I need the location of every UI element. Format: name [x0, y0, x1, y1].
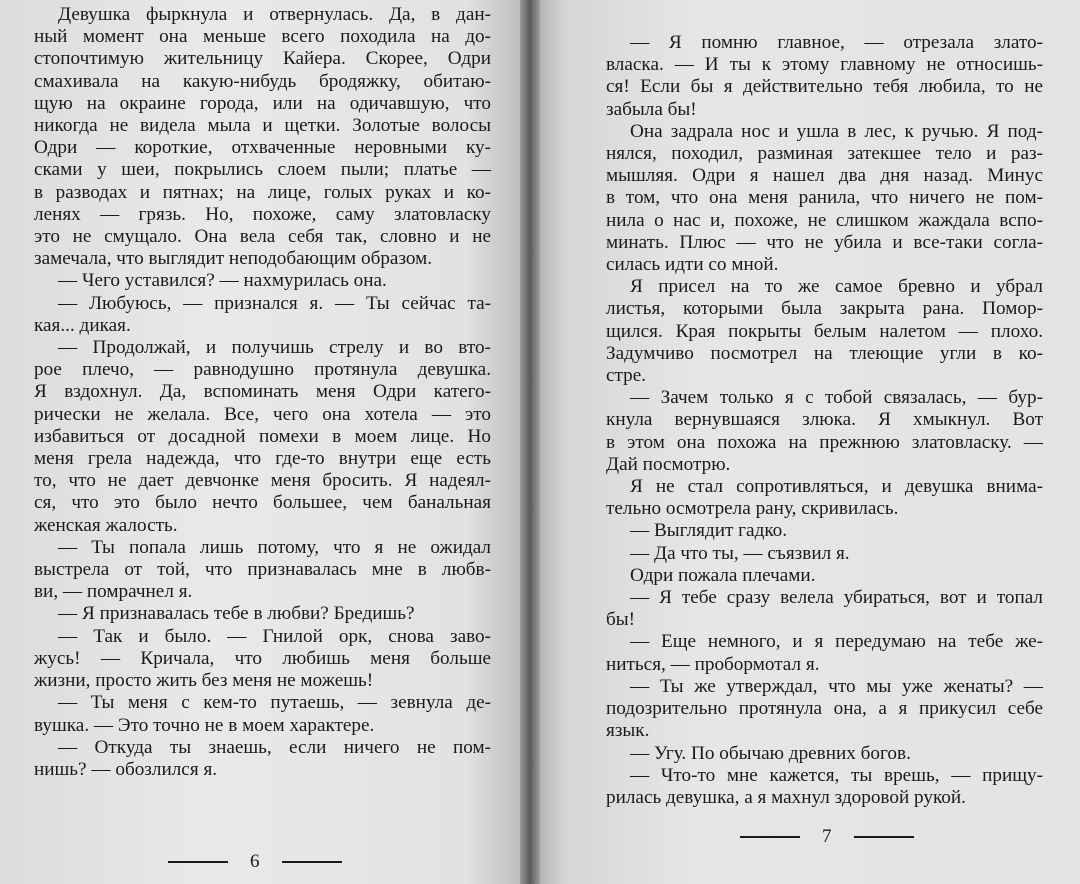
text-line: женская жалость.	[34, 514, 178, 536]
text-line: ся! Если бы я действительно тебя любила, то не	[606, 76, 1043, 98]
text-line: никогда не видела мыла и щетки. Золотые волосы	[34, 115, 491, 137]
text-line: рилась девушка, а я махнул здоровой рукой.	[606, 786, 966, 808]
text-line: нялся, походил, разминая затекшее тело и раз-	[606, 143, 1043, 165]
text-line: жизни, просто жить без меня не можешь!	[34, 670, 374, 692]
text-line: Я вздохнул. Да, вспоминать меня Одри катего-	[34, 381, 491, 403]
text-line: — Я помню главное, — отрезала злато-	[630, 32, 1043, 53]
text-line: выстрела от той, что признавалась мне в любв-	[34, 559, 491, 581]
text-line: листья, которыми была закрыта рана. Помор-	[606, 298, 1043, 320]
text-line: — Так и было. — Гнилой орк, снова заво-	[58, 625, 491, 647]
text-line: силась идти со мной.	[606, 254, 779, 276]
text-line: ленях — грязь. Но, похоже, саму златовласку	[34, 203, 491, 225]
text-line: кая... дикая.	[34, 314, 131, 336]
footer-rule	[740, 836, 800, 838]
text-line: — Да что ты, — съязвил я.	[630, 542, 850, 564]
text-line: Я не стал сопротивляться, и девушка внима-	[630, 476, 1043, 498]
text-line: — Я тебе сразу велела убираться, вот и топал	[630, 587, 1043, 609]
text-line: в разводах и пятнах; на лице, голых руках и ко-	[34, 181, 491, 203]
text-line: рое плечо, — равнодушно протянула девушка.	[34, 359, 491, 381]
text-line: — Выглядит гадко.	[630, 520, 788, 542]
text-line: ный момент она меньше всего походила на до-	[34, 26, 491, 48]
text-line: — Ты же утверждал, что мы уже женаты? —	[630, 675, 1043, 697]
text-line: замечала, что выглядит неподобающим образом.	[34, 248, 433, 270]
right-page	[532, 0, 1080, 884]
page-number: 6	[250, 851, 260, 872]
text-line: Одри пожала плечами.	[630, 564, 816, 586]
text-line: ви, — помрачнел я.	[34, 581, 193, 603]
text-line: вушка. — Это точно не в моем характере.	[34, 714, 375, 736]
text-line: — Еще немного, и я передумаю на тебе же-	[630, 631, 1043, 653]
text-line: — Что-то мне кажется, ты врешь, — прищу-	[630, 764, 1043, 786]
footer-rule	[168, 861, 228, 863]
text-line: нила о нас и, похоже, не слишком жаждала вспо-	[606, 209, 1043, 231]
text-line: то, что не дает девчонке меня бросить. Я надеял-	[34, 470, 491, 492]
book-gutter	[520, 0, 540, 884]
text-line: — Зачем только я с тобой связалась, — бур-	[630, 387, 1043, 409]
text-line: ниться, — пробормотал я.	[606, 653, 820, 675]
text-line: Она задрала нос и ушла в лес, к ручью. Я под-	[630, 120, 1043, 142]
text-line: язык.	[606, 720, 650, 742]
text-line: щился. Края покрыты белым налетом — плохо.	[606, 320, 1043, 342]
text-line: забыла бы!	[606, 98, 697, 120]
text-line: нишь? — обозлился я.	[34, 758, 218, 780]
text-line: — Угу. По обычаю древних богов.	[630, 742, 911, 764]
text-line: кнула вернувшаяся злюка. Я хмыкнул. Вот	[606, 409, 1043, 431]
text-line: рически не желала. Все, чего она хотела — это	[34, 403, 491, 425]
text-line: сками у шеи, покрылись слоем пыли; платье —	[34, 159, 491, 181]
text-line: — Я признавалась тебе в любви? Бредишь?	[58, 603, 415, 625]
text-line: щую на окраине города, или на одичавшую, что	[34, 92, 491, 114]
footer-rule	[282, 861, 342, 863]
text-line: тельно осмотрела рану, скривилась.	[606, 498, 899, 520]
text-line: — Ты попала лишь потому, что я не ожидал	[58, 536, 491, 558]
text-line: стопочтимую жительницу Кайера. Скорее, Одри	[34, 48, 491, 70]
text-line: бы!	[606, 609, 636, 631]
text-line: — Продолжай, и получишь стрелу и во вто-	[58, 337, 491, 359]
text-line: мышляя. Одри я нашел два дня назад. Минус	[606, 165, 1043, 187]
text-line: минать. Плюс — что не убила и все-таки согла-	[606, 231, 1043, 253]
text-line: в этом она похожа на прежнюю златовласку. —	[606, 431, 1043, 453]
page-number: 7	[822, 826, 832, 847]
left-page-footer	[168, 851, 342, 873]
text-line: власка. — И ты к этому главному не относишь-	[606, 54, 1043, 76]
text-line: это не смущало. Она вела себя так, словно и не	[34, 226, 491, 248]
right-page-footer	[740, 826, 914, 848]
text-line: — Откуда ты знаешь, если ничего не пом-	[58, 736, 491, 758]
text-line: в том, что она меня ранила, что ничего не пом-	[606, 187, 1043, 209]
text-line: Девушка фыркнула и отвернулась. Да, в дан-	[58, 4, 491, 25]
text-line: Дай посмотрю.	[606, 453, 731, 475]
text-line: меня грела надежда, что где-то внутри еще есть	[34, 448, 491, 470]
text-line: — Чего уставился? — нахмурилась она.	[58, 270, 387, 292]
text-line: избавиться от досадной помехи в моем лице. Но	[34, 425, 491, 447]
text-line: Я присел на то же самое бревно и убрал	[630, 276, 1043, 298]
text-line: смахивала на какую-нибудь бродяжку, обитаю-	[34, 70, 491, 92]
footer-rule	[854, 836, 914, 838]
text-line: — Ты меня с кем-то путаешь, — зевнула де-	[58, 692, 491, 714]
text-line: ся, что это было нечто большее, чем банальная	[34, 492, 491, 514]
left-page	[0, 0, 528, 884]
text-line: подозрительно протянула она, а я прикусил себе	[606, 698, 1043, 720]
text-line: Одри — короткие, отхваченные неровными ку-	[34, 137, 491, 159]
text-line: — Любуюсь, — признался я. — Ты сейчас та-	[58, 292, 491, 314]
text-line: жусь! — Кричала, что любишь меня больше	[34, 647, 491, 669]
text-line: стре.	[606, 365, 647, 387]
left-page-text	[34, 4, 491, 781]
right-page-text	[606, 32, 1043, 809]
text-line: Задумчиво посмотрел на тлеющие угли в ко-	[606, 342, 1043, 364]
